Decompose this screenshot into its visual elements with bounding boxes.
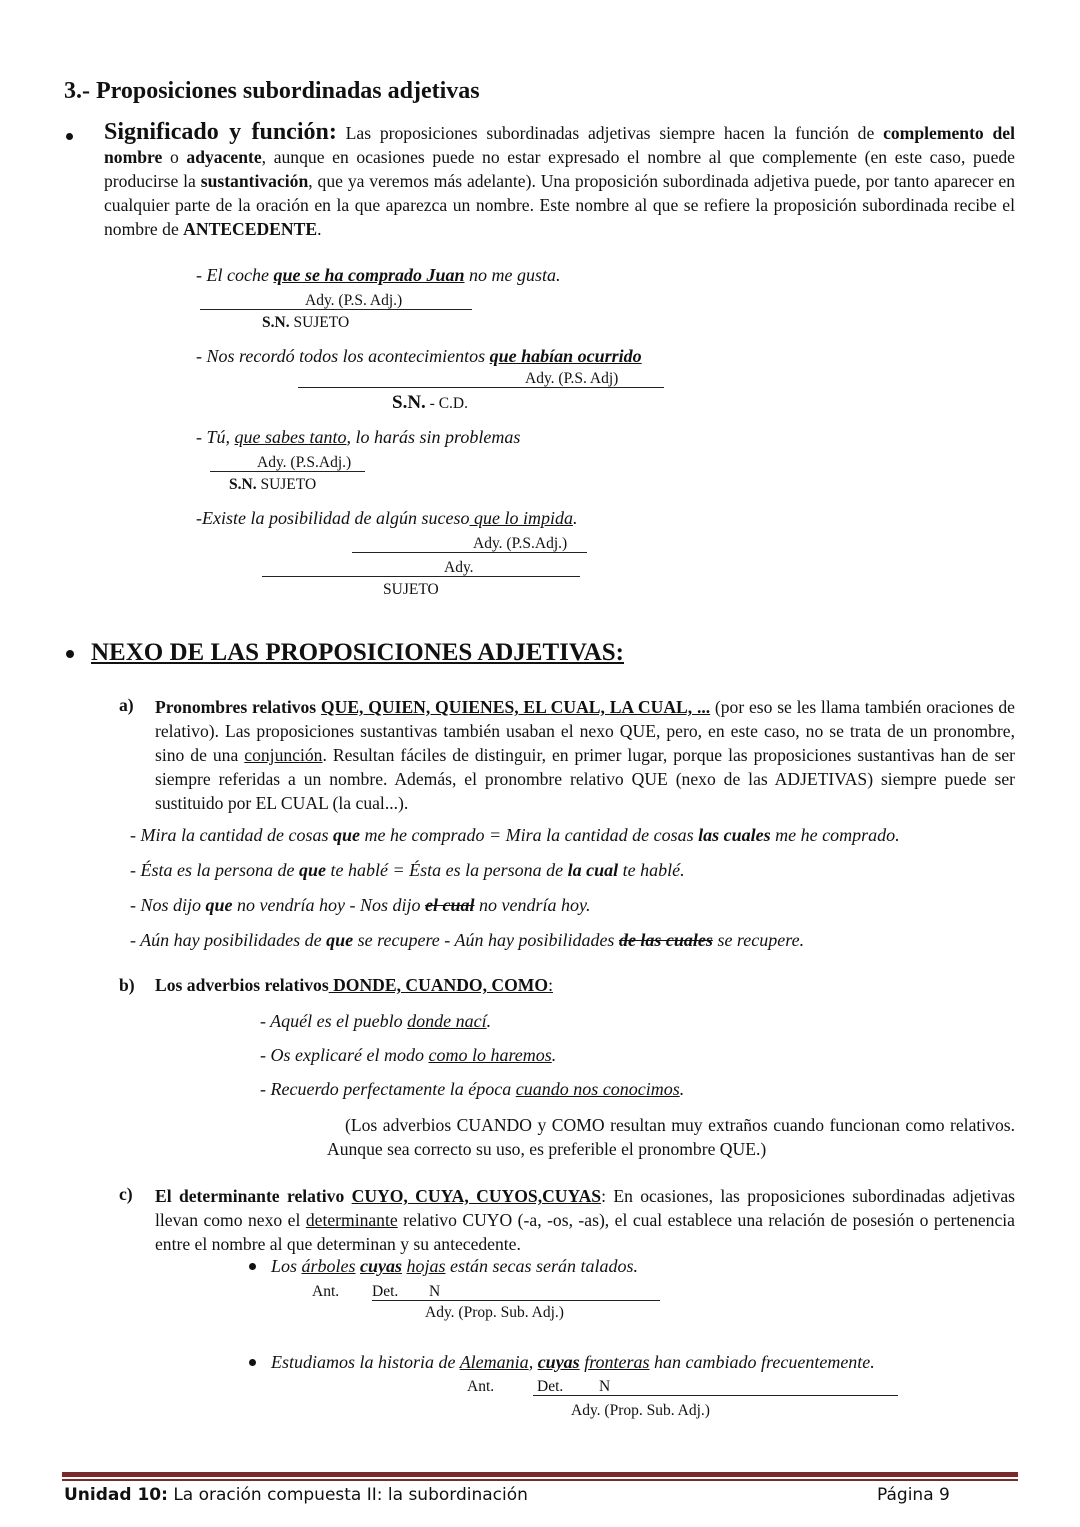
item-c-ex1-label-ady: Ady. (Prop. Sub. Adj.) (425, 1304, 564, 1321)
bullet-icon (249, 1359, 256, 1366)
example-4-annotation-ady: Ady. (P.S.Adj.) (473, 535, 568, 552)
item-a-example-4: - Aún hay posibilidades de que se recupere - Aún hay posibilidades de las cuales se recupere. (130, 930, 805, 950)
example-1-bracket-line (200, 309, 472, 310)
item-c-ex2-label-ant: Ant. (467, 1378, 495, 1395)
item-a-paragraph: Pronombres relativos QUE, QUIEN, QUIENES, EL CUAL, LA CUAL, ... (por eso se les llama también oraciones de relativo). Las proposiciones sustantivas también usaban el nexo QUE, pero, en este caso, no se trata de un pronombre, sino de una conjunción. Resultan fáciles de distinguir, en primer lugar, porque las proposiciones sustantivas han de ser siempre referidas a un nombre. Además, el pronombre relativo QUE (nexo de las ADJETIVAS) siempre puede ser sustituido por EL CUAL (la cual...). (155, 697, 1015, 813)
section-title: 3.- Proposiciones subordinadas adjetivas (64, 78, 480, 104)
example-1-sentence: - El coche que se ha comprado Juan no me gusta. (196, 265, 561, 285)
example-4-bracket-line-1 (352, 552, 587, 553)
example-4-sentence: -Existe la posibilidad de algún suceso que lo impida. (196, 508, 578, 528)
item-b-heading: Los adverbios relativos DONDE, CUANDO, COMO: (155, 975, 553, 995)
example-1-annotation-sn: S.N. SUJETO (262, 314, 350, 331)
item-c-ex1-label-n: N (429, 1283, 441, 1300)
item-a-marker: a) (119, 695, 134, 715)
example-4-annotation-sujeto: SUJETO (383, 581, 439, 598)
bullet-icon (249, 1263, 256, 1270)
item-b-marker: b) (119, 975, 135, 995)
item-b-example-3: - Recuerdo perfectamente la época cuando nos conocimos. (260, 1079, 685, 1099)
example-2-sentence: - Nos recordó todos los acontecimientos que habían ocurrido (196, 346, 642, 366)
example-1-annotation-ady: Ady. (P.S. Adj.) (305, 292, 403, 309)
item-b-note: (Los adverbios CUANDO y COMO resultan muy extraños cuando funcionan como relativos. Aunque sea correcto su uso, es preferible el pronombre QUE.) (327, 1115, 1015, 1159)
item-c-ex2-label-det: Det. (537, 1378, 564, 1395)
item-c-marker: c) (119, 1184, 133, 1204)
item-c-ex1-label-det: Det. (372, 1283, 399, 1300)
bullet-icon (66, 133, 73, 140)
item-c-example-2: Estudiamos la historia de Alemania, cuyas fronteras han cambiado frecuentemente. (271, 1352, 875, 1372)
example-3-annotation-ady: Ady. (P.S.Adj.) (257, 454, 352, 471)
example-2-annotation-sn: S.N. - C.D. (392, 392, 468, 413)
example-2-bracket-line (298, 387, 664, 388)
nexo-title: NEXO DE LAS PROPOSICIONES ADJETIVAS: (91, 639, 624, 666)
example-2-annotation-ady: Ady. (P.S. Adj) (525, 370, 619, 387)
item-b-example-2: - Os explicaré el modo como lo haremos. (260, 1045, 557, 1065)
item-a-example-3: - Nos dijo que no vendría hoy - Nos dijo el cual no vendría hoy. (130, 895, 591, 915)
footer-page-number: Página 9 (877, 1485, 950, 1505)
footer-unit-title: Unidad 10: La oración compuesta II: la subordinación (64, 1485, 528, 1505)
item-a-example-1: - Mira la cantidad de cosas que me he comprado = Mira la cantidad de cosas las cuales me he comprado. (130, 825, 900, 845)
footer-rule (62, 1472, 1018, 1477)
item-c-ex1-label-ant: Ant. (312, 1283, 340, 1300)
item-c-paragraph: El determinante relativo CUYO, CUYA, CUYOS,CUYAS: En ocasiones, las proposiciones subordinadas adjetivas llevan como nexo el determinante relativo CUYO (-a, -os, -as), el cual establece una relación de posesión o pertenencia entre el nombre al que determinan y su antecedente. (155, 1186, 1015, 1254)
item-a-example-2: - Ésta es la persona de que te hablé = Ésta es la persona de la cual te hablé. (130, 860, 685, 880)
item-c-ex2-label-ady: Ady. (Prop. Sub. Adj.) (571, 1402, 710, 1419)
example-3-annotation-sn: S.N. SUJETO (229, 476, 317, 493)
example-4-bracket-line-2 (262, 576, 580, 577)
bullet-icon (66, 650, 74, 658)
significado-heading: Significado y función: (104, 119, 337, 145)
example-3-bracket-line (210, 471, 365, 472)
significado-paragraph: Significado y función: Las proposiciones subordinadas adjetivas siempre hacen la función de complemento del nombre o adyacente, aunque en ocasiones puede no estar expresado el nombre al que complemente (en este caso, puede producirse la sustantivación, que ya veremos más adelante). Una proposición subordinada adjetiva puede, por tanto aparecer en cualquier parte de la oración en la que aparezca un nombre. Este nombre al que se refiere la proposición subordinada recibe el nombre de ANTECEDENTE. (104, 119, 1016, 239)
item-c-example-1: Los árboles cuyas hojas están secas serán talados. (271, 1256, 639, 1276)
item-c-ex2-bracket-line (533, 1395, 898, 1396)
item-c-ex1-bracket-line (372, 1300, 660, 1301)
item-c-ex2-label-n: N (599, 1378, 611, 1395)
footer-rule-thin (62, 1479, 1018, 1481)
example-3-sentence: - Tú, que sabes tanto, lo harás sin problemas (196, 427, 521, 447)
item-b-example-1: - Aquél es el pueblo donde nací. (260, 1011, 492, 1031)
example-4-annotation-ady-2: Ady. (444, 559, 474, 576)
